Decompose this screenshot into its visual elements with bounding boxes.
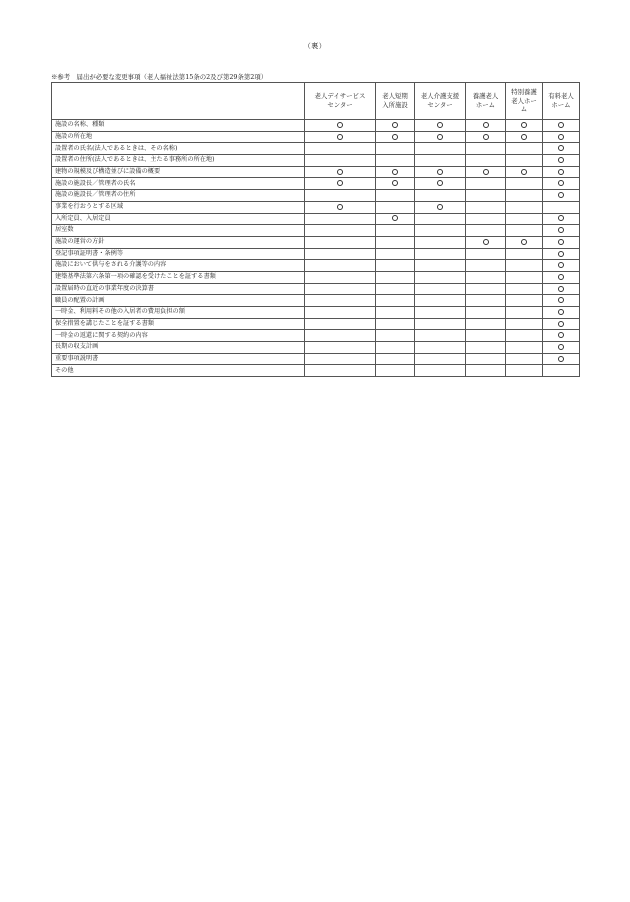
table-row: [52, 260, 580, 272]
mark-cell: [415, 201, 466, 213]
circle-mark-icon: [558, 169, 564, 175]
change-item-label: 居室数: [52, 225, 305, 237]
mark-cell: [466, 201, 506, 213]
mark-cell: [305, 283, 376, 295]
mark-cell: [543, 260, 580, 272]
column-header-line: 入所施設: [382, 101, 408, 109]
circle-mark-icon: [521, 169, 527, 175]
table-row: [52, 225, 580, 237]
change-item-label: 重要事項説明書: [52, 353, 305, 365]
mark-cell: [506, 365, 543, 377]
circle-mark-icon: [558, 274, 564, 280]
circle-mark-icon: [558, 157, 564, 163]
mark-cell: [305, 166, 376, 178]
table-row: [52, 271, 580, 283]
circle-mark-icon: [337, 169, 343, 175]
change-item-label: 設置者の氏名(法人であるときは、その名称): [52, 143, 305, 155]
circle-mark-icon: [558, 180, 564, 186]
circle-mark-icon: [558, 134, 564, 140]
mark-cell: [305, 271, 376, 283]
column-header-line: 老人ホー: [511, 96, 537, 105]
mark-cell: [466, 353, 506, 365]
mark-cell: [305, 155, 376, 167]
mark-cell: [415, 342, 466, 354]
circle-mark-icon: [521, 122, 527, 128]
circle-mark-icon: [392, 180, 398, 186]
mark-cell: [376, 131, 415, 143]
mark-cell: [466, 131, 506, 143]
circle-mark-icon: [337, 134, 343, 140]
circle-mark-icon: [558, 122, 564, 128]
column-header: [305, 83, 376, 120]
mark-cell: [415, 143, 466, 155]
column-header: [415, 83, 466, 120]
mark-cell: [305, 330, 376, 342]
change-item-label: 施設の名称、種類: [52, 120, 305, 132]
mark-cell: [506, 307, 543, 319]
table-row: [52, 190, 580, 202]
mark-cell: [305, 190, 376, 202]
table-row: [52, 155, 580, 167]
mark-cell: [506, 213, 543, 225]
mark-cell: [543, 213, 580, 225]
column-header-line: ム: [520, 105, 528, 114]
mark-cell: [415, 120, 466, 132]
circle-mark-icon: [558, 332, 564, 338]
column-header-line: 特別養護: [511, 88, 537, 97]
change-item-label: 長期の収支計画: [52, 342, 305, 354]
mark-cell: [305, 248, 376, 260]
table-row: [52, 178, 580, 190]
change-item-label: 設置届時の直近の事業年度の決算書: [52, 283, 305, 295]
mark-cell: [543, 166, 580, 178]
mark-cell: [506, 178, 543, 190]
mark-cell: [506, 166, 543, 178]
mark-cell: [506, 330, 543, 342]
mark-cell: [305, 225, 376, 237]
circle-mark-icon: [437, 122, 443, 128]
circle-mark-icon: [558, 309, 564, 315]
mark-cell: [415, 236, 466, 248]
mark-cell: [376, 365, 415, 377]
mark-cell: [466, 236, 506, 248]
mark-cell: [466, 365, 506, 377]
circle-mark-icon: [558, 356, 564, 362]
mark-cell: [415, 248, 466, 260]
circle-mark-icon: [558, 344, 564, 350]
mark-cell: [305, 131, 376, 143]
mark-cell: [415, 307, 466, 319]
change-item-label: 施設において供与をされる介護等の内容: [52, 260, 305, 272]
mark-cell: [543, 190, 580, 202]
change-item-label: 事業を行おうとする区域: [52, 201, 305, 213]
mark-cell: [506, 342, 543, 354]
mark-cell: [376, 295, 415, 307]
reference-heading: ※参考 届出が必要な変更事項（老人福祉法第15条の2及び第29条第2項）: [51, 73, 268, 81]
mark-cell: [415, 330, 466, 342]
mark-cell: [305, 342, 376, 354]
mark-cell: [415, 295, 466, 307]
circle-mark-icon: [392, 169, 398, 175]
table-row: [52, 307, 580, 319]
mark-cell: [466, 225, 506, 237]
table-row: [52, 236, 580, 248]
mark-cell: [506, 260, 543, 272]
mark-cell: [466, 271, 506, 283]
column-header-line: センター: [327, 101, 353, 109]
mark-cell: [543, 283, 580, 295]
mark-cell: [543, 248, 580, 260]
mark-cell: [376, 213, 415, 225]
mark-cell: [466, 342, 506, 354]
mark-cell: [376, 201, 415, 213]
mark-cell: [415, 225, 466, 237]
circle-mark-icon: [437, 180, 443, 186]
mark-cell: [376, 120, 415, 132]
column-header-line: 養護老人: [472, 92, 499, 101]
mark-cell: [415, 155, 466, 167]
circle-mark-icon: [337, 122, 343, 128]
mark-cell: [305, 236, 376, 248]
column-header: [543, 83, 580, 120]
mark-cell: [376, 330, 415, 342]
change-items-table: [51, 82, 580, 377]
circle-mark-icon: [558, 297, 564, 303]
mark-cell: [466, 143, 506, 155]
mark-cell: [466, 330, 506, 342]
mark-cell: [506, 201, 543, 213]
column-header-line: センター: [427, 101, 453, 109]
circle-mark-icon: [558, 239, 564, 245]
column-header: [466, 83, 506, 120]
header-item-blank: [52, 83, 305, 120]
mark-cell: [543, 271, 580, 283]
mark-cell: [415, 318, 466, 330]
mark-cell: [376, 225, 415, 237]
mark-cell: [376, 155, 415, 167]
change-item-label: 建物の規模及び構造並びに設備の概要: [52, 166, 305, 178]
mark-cell: [543, 236, 580, 248]
circle-mark-icon: [558, 286, 564, 292]
table-body: [52, 120, 580, 377]
page-side-mark: （裏）: [303, 42, 327, 50]
mark-cell: [376, 318, 415, 330]
mark-cell: [543, 353, 580, 365]
change-item-label: 設置者の住所(法人であるときは、主たる事務所の所在地): [52, 155, 305, 167]
mark-cell: [376, 143, 415, 155]
circle-mark-icon: [392, 122, 398, 128]
mark-cell: [543, 201, 580, 213]
mark-cell: [305, 260, 376, 272]
circle-mark-icon: [437, 134, 443, 140]
mark-cell: [305, 295, 376, 307]
mark-cell: [506, 283, 543, 295]
column-header: [506, 83, 543, 120]
mark-cell: [305, 353, 376, 365]
table-row: [52, 131, 580, 143]
circle-mark-icon: [483, 122, 489, 128]
mark-cell: [415, 213, 466, 225]
change-item-label: 入所定員、入居定員: [52, 213, 305, 225]
mark-cell: [506, 190, 543, 202]
mark-cell: [543, 330, 580, 342]
mark-cell: [415, 166, 466, 178]
mark-cell: [415, 283, 466, 295]
mark-cell: [305, 318, 376, 330]
mark-cell: [543, 155, 580, 167]
mark-cell: [506, 236, 543, 248]
table-row: [52, 201, 580, 213]
circle-mark-icon: [483, 134, 489, 140]
mark-cell: [376, 260, 415, 272]
mark-cell: [543, 131, 580, 143]
column-header-line: 老人介護支援: [420, 92, 460, 101]
column-header-line: 老人短期: [382, 92, 408, 101]
mark-cell: [506, 295, 543, 307]
column-header: [376, 83, 415, 120]
mark-cell: [415, 271, 466, 283]
circle-mark-icon: [337, 204, 343, 210]
mark-cell: [506, 353, 543, 365]
mark-cell: [543, 178, 580, 190]
mark-cell: [305, 143, 376, 155]
mark-cell: [376, 307, 415, 319]
table-row: [52, 120, 580, 132]
mark-cell: [305, 201, 376, 213]
mark-cell: [305, 178, 376, 190]
mark-cell: [305, 213, 376, 225]
change-item-label: 一時金の返還に関する契約の内容: [52, 330, 305, 342]
column-header-line: 有料老人: [548, 92, 574, 101]
change-item-label: 職員の配置の計画: [52, 295, 305, 307]
mark-cell: [415, 365, 466, 377]
mark-cell: [376, 353, 415, 365]
change-item-label: 施設の施設長／管理者の住所: [52, 190, 305, 202]
circle-mark-icon: [521, 134, 527, 140]
mark-cell: [466, 178, 506, 190]
mark-cell: [415, 260, 466, 272]
circle-mark-icon: [558, 227, 564, 233]
mark-cell: [376, 271, 415, 283]
change-item-label: 施設の運営の方針: [52, 236, 305, 248]
mark-cell: [466, 120, 506, 132]
mark-cell: [376, 190, 415, 202]
table-row: [52, 283, 580, 295]
table-row: [52, 318, 580, 330]
mark-cell: [506, 248, 543, 260]
mark-cell: [466, 318, 506, 330]
table-row: [52, 143, 580, 155]
table-row: [52, 342, 580, 354]
mark-cell: [376, 342, 415, 354]
circle-mark-icon: [337, 180, 343, 186]
circle-mark-icon: [558, 251, 564, 257]
mark-cell: [506, 271, 543, 283]
mark-cell: [543, 365, 580, 377]
table-row: [52, 166, 580, 178]
mark-cell: [376, 283, 415, 295]
table-row: [52, 295, 580, 307]
change-item-label: 保全措置を講じたことを証する書類: [52, 318, 305, 330]
mark-cell: [466, 260, 506, 272]
circle-mark-icon: [392, 134, 398, 140]
mark-cell: [305, 120, 376, 132]
mark-cell: [376, 166, 415, 178]
mark-cell: [376, 178, 415, 190]
circle-mark-icon: [392, 215, 398, 221]
table-row: [52, 365, 580, 377]
table-row: [52, 330, 580, 342]
column-header-line: 老人デイサービス: [314, 92, 366, 101]
mark-cell: [543, 225, 580, 237]
circle-mark-icon: [521, 239, 527, 245]
mark-cell: [415, 190, 466, 202]
circle-mark-icon: [437, 204, 443, 210]
mark-cell: [506, 225, 543, 237]
mark-cell: [415, 178, 466, 190]
mark-cell: [466, 166, 506, 178]
mark-cell: [506, 143, 543, 155]
column-header-line: ホーム: [551, 101, 571, 109]
mark-cell: [305, 307, 376, 319]
change-item-label: 施設の所在地: [52, 131, 305, 143]
mark-cell: [466, 307, 506, 319]
mark-cell: [506, 120, 543, 132]
table-row: [52, 248, 580, 260]
circle-mark-icon: [558, 321, 564, 327]
mark-cell: [506, 318, 543, 330]
mark-cell: [466, 248, 506, 260]
circle-mark-icon: [437, 169, 443, 175]
mark-cell: [466, 213, 506, 225]
mark-cell: [466, 283, 506, 295]
mark-cell: [415, 353, 466, 365]
mark-cell: [466, 155, 506, 167]
circle-mark-icon: [483, 169, 489, 175]
circle-mark-icon: [558, 192, 564, 198]
change-item-label: その他: [52, 365, 305, 377]
circle-mark-icon: [558, 262, 564, 268]
mark-cell: [376, 248, 415, 260]
mark-cell: [543, 318, 580, 330]
mark-cell: [543, 295, 580, 307]
circle-mark-icon: [558, 215, 564, 221]
mark-cell: [506, 131, 543, 143]
mark-cell: [415, 131, 466, 143]
column-header-line: ホーム: [475, 101, 496, 109]
change-item-label: 施設の施設長／管理者の氏名: [52, 178, 305, 190]
circle-mark-icon: [558, 145, 564, 151]
mark-cell: [376, 236, 415, 248]
mark-cell: [466, 190, 506, 202]
header-row: [52, 83, 580, 120]
mark-cell: [543, 307, 580, 319]
change-item-label: 登記事項証明書・条例等: [52, 248, 305, 260]
table-row: [52, 213, 580, 225]
mark-cell: [543, 143, 580, 155]
mark-cell: [543, 342, 580, 354]
mark-cell: [543, 120, 580, 132]
mark-cell: [305, 365, 376, 377]
mark-cell: [506, 155, 543, 167]
change-item-label: 一時金、利用料その他の入居者の費用負担の額: [52, 307, 305, 319]
change-item-label: 建築基準法第六条第一項の確認を受けたことを証する書類: [52, 271, 305, 283]
table-row: [52, 353, 580, 365]
circle-mark-icon: [483, 239, 489, 245]
mark-cell: [466, 295, 506, 307]
